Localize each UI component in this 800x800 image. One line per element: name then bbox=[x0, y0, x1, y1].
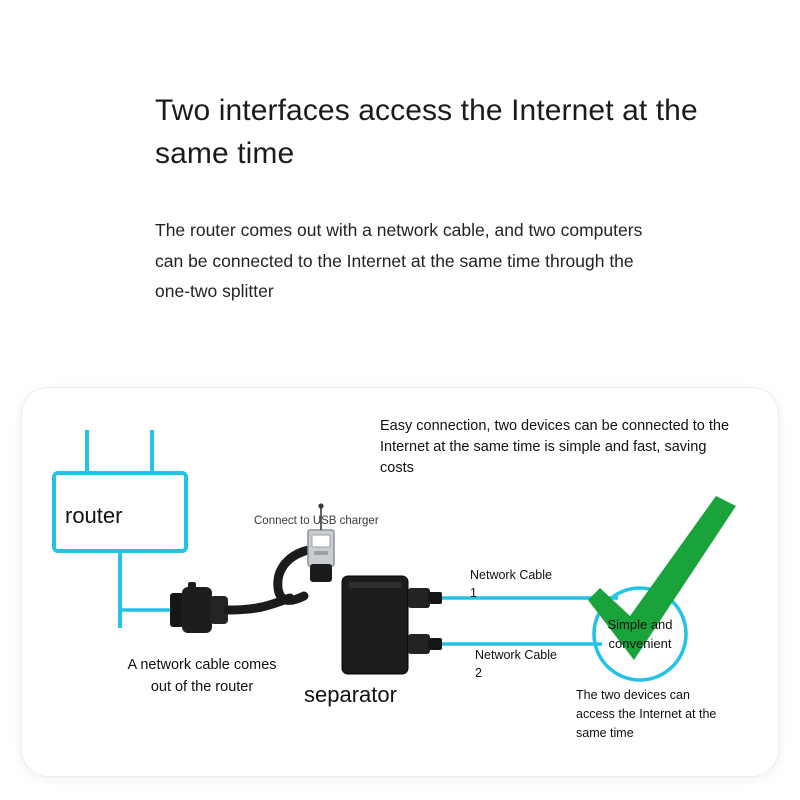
illustration-card bbox=[22, 388, 778, 776]
router-label: router bbox=[65, 503, 123, 528]
separator-label: separator bbox=[304, 682, 397, 707]
easy-connection-note: Easy connection, two devices can be connected to the Internet at the same time is simple and fast, saving costs bbox=[380, 418, 730, 477]
two-devices-note: The two devices can access the Internet at the same time bbox=[576, 688, 717, 740]
output-network-cables bbox=[442, 598, 618, 644]
simple-convenient-label: Simple and convenient bbox=[607, 617, 673, 651]
usb-charger-label: Connect to USB charger bbox=[254, 515, 379, 527]
router-cable-note: A network cable comes out of the router bbox=[127, 657, 277, 696]
rj45-connector-router bbox=[170, 582, 228, 633]
page-subtitle: The router comes out with a network cable, and two computers can be connected to the Internet at the same time through the one-two splitter bbox=[155, 220, 643, 302]
page-title: Two interfaces access the Internet at the same time bbox=[155, 94, 698, 170]
network-cable-2-label: Network Cable 2 bbox=[475, 648, 557, 681]
header-text-block bbox=[155, 90, 715, 307]
separator-device bbox=[342, 576, 442, 674]
network-cable-1-label: Network Cable 1 bbox=[470, 568, 552, 601]
